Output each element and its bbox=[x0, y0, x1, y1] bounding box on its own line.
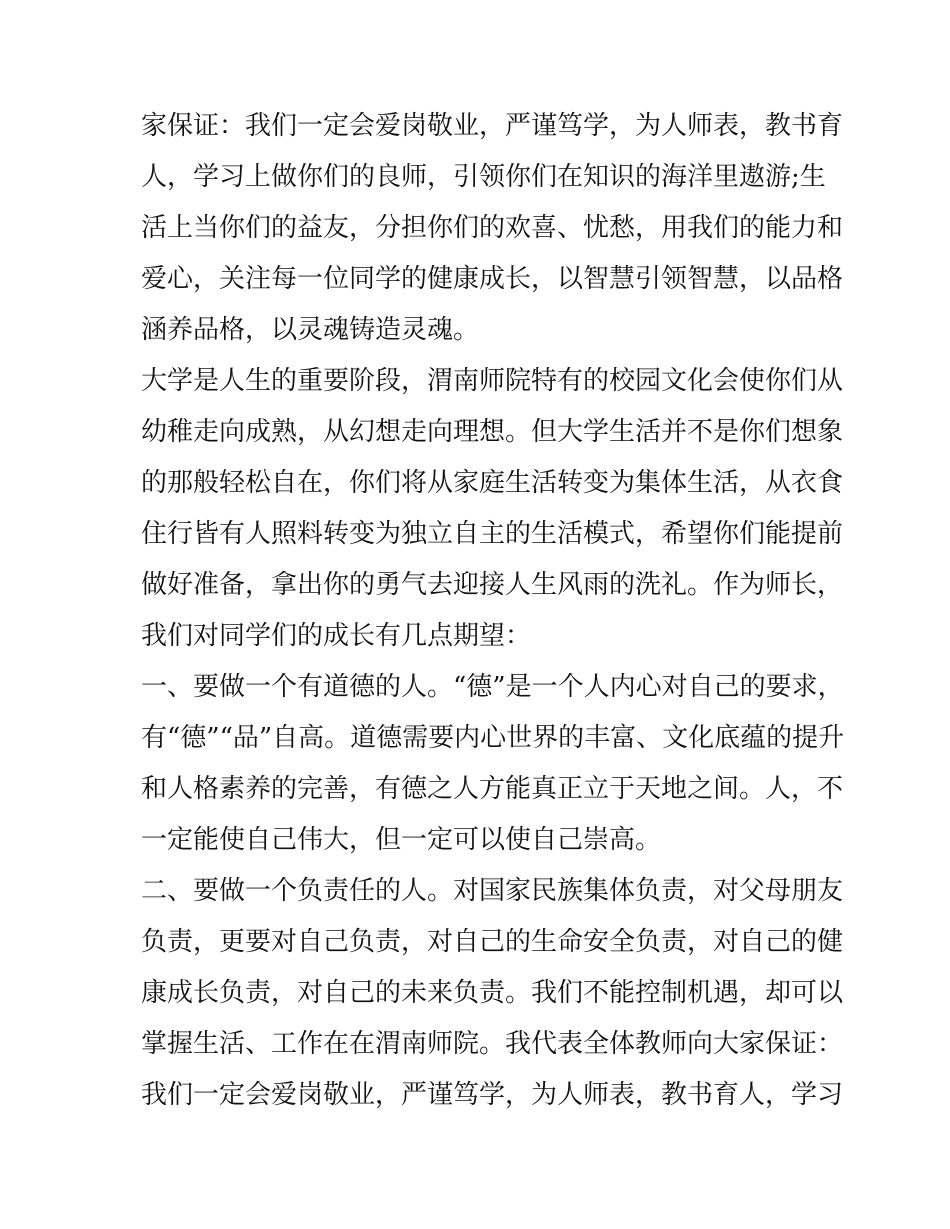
text-line: 一定能使自己伟大，但一定可以使自己崇高。 bbox=[141, 825, 662, 855]
text-line: 家保证：我们一定会爱岗敬业，严谨笃学，为人师表，教书育 bbox=[141, 111, 844, 141]
text-line: 康成长负责，对自己的未来负责。我们不能控制机遇，却可以 bbox=[141, 978, 844, 1008]
text-line: 负责，更要对自己负责，对自己的生命安全负责，对自己的健 bbox=[141, 927, 844, 957]
text-line: 幼稚走向成熟，从幻想走向理想。但大学生活并不是你们想象 bbox=[141, 417, 844, 447]
text-line: 住行皆有人照料转变为独立自主的生活模式，希望你们能提前 bbox=[141, 519, 844, 549]
text-line: 我们对同学们的成长有几点期望： bbox=[141, 621, 532, 651]
text-line: 爱心，关注每一位同学的健康成长，以智慧引领智慧，以品格 bbox=[141, 264, 844, 294]
text-line: 有“德”“品”自高。道德需要内心世界的丰富、文化底蕴的提升 bbox=[141, 723, 845, 753]
text-line: 做好准备，拿出你的勇气去迎接人生风雨的洗礼。作为师长， bbox=[141, 570, 844, 600]
text-line: 一、要做一个有道德的人。“德”是一个人内心对自己的要求， bbox=[141, 672, 844, 702]
text-line: 的那般轻松自在，你们将从家庭生活转变为集体生活，从衣食 bbox=[141, 468, 844, 498]
text-line: 涵养品格，以灵魂铸造灵魂。 bbox=[141, 315, 480, 345]
text-line: 大学是人生的重要阶段，渭南师院特有的校园文化会使你们从 bbox=[141, 366, 844, 396]
text-line: 活上当你们的益友，分担你们的欢喜、忧愁，用我们的能力和 bbox=[141, 213, 844, 243]
text-line: 我们一定会爱岗敬业，严谨笃学，为人师表，教书育人，学习 bbox=[141, 1080, 844, 1110]
text-line: 掌握生活、工作在在渭南师院。我代表全体教师向大家保证： bbox=[141, 1029, 844, 1059]
text-line: 和人格素养的完善，有德之人方能真正立于天地之间。人，不 bbox=[141, 774, 844, 804]
text-line: 二、要做一个负责任的人。对国家民族集体负责，对父母朋友 bbox=[141, 876, 844, 906]
text-line: 人，学习上做你们的良师，引领你们在知识的海洋里遨游;生 bbox=[141, 162, 826, 192]
